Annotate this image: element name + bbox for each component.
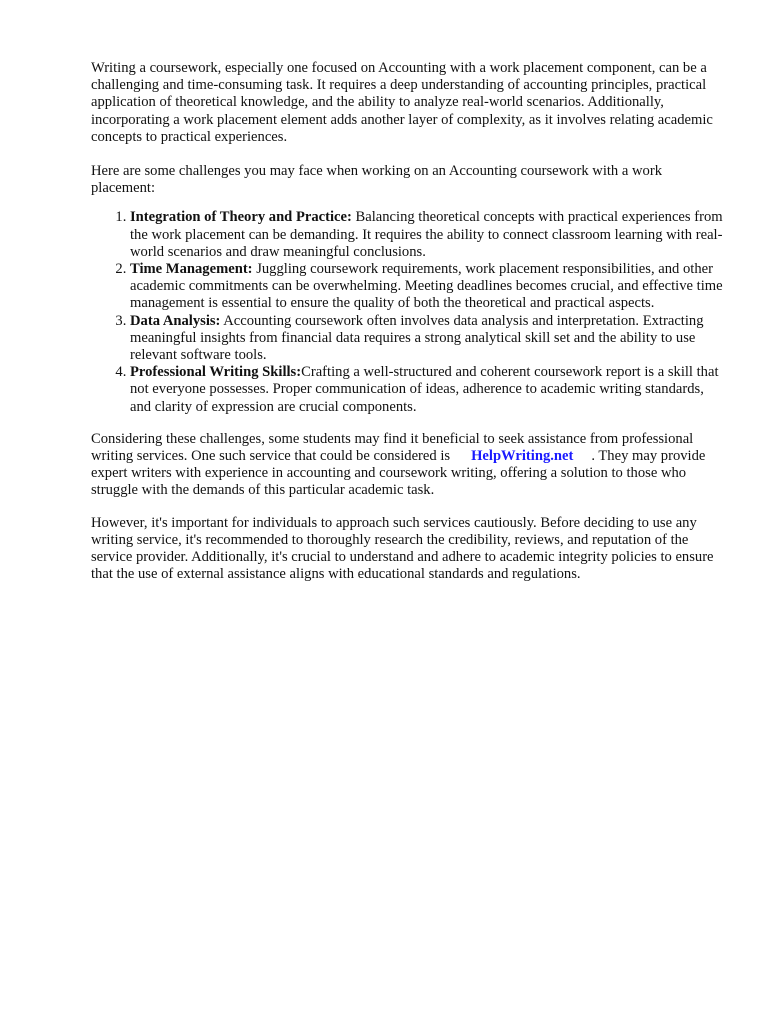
challenge-title: Professional Writing Skills: — [130, 364, 302, 381]
caution-paragraph: However, it's important for individuals to approach such services cautiously. Before deciding to use any writing service, it's recommended to thoroughly research the credibility, reviews, and reputation of the service provider. Additionally, it's crucial to understand and adhere to academic integrity policies to ensure that the use of external assistance aligns with educational standards and regulations. — [91, 514, 714, 583]
considering-text-after: . They may provide expert writers with experience in accounting and coursework writing, offering a solution to those who struggle with the demands of this particular academic task. — [91, 448, 706, 499]
considering-paragraph — [91, 431, 723, 500]
challenge-title: Time Management: — [130, 261, 253, 278]
list-item — [130, 209, 723, 261]
list-item — [130, 261, 723, 313]
challenge-text: Juggling coursework requirements, work placement responsibilities, and other academic commitments can be overwhelming. Meeting deadlines becomes crucial, and effective time management is essential to ensure the quality of both the theoretical and practical aspects. — [130, 261, 723, 312]
document-page — [91, 60, 723, 598]
challenge-text: Crafting a well-structured and coherent coursework report is a skill that not everyone possesses. Proper communication of ideas, adherence to academic writing standards, and clarity of expression are crucial components. — [130, 364, 719, 415]
challenges-intro-paragraph: Here are some challenges you may face when working on an Accounting coursework with a work placement: — [91, 163, 662, 197]
list-item — [130, 313, 723, 365]
list-item — [130, 364, 723, 416]
challenge-text: Balancing theoretical concepts with practical experiences from the work placement can be demanding. It requires the ability to connect classroom learning with real-world scenarios and draw meaningful conclusions. — [130, 209, 723, 260]
challenge-title: Integration of Theory and Practice: — [130, 209, 352, 226]
considering-text-before: Considering these challenges, some students may find it beneficial to seek assistance from professional writing services. One such service that could be considered is — [91, 430, 694, 465]
challenges-list — [91, 209, 723, 415]
helpwriting-link[interactable]: HelpWriting.net — [471, 448, 574, 465]
challenge-text: Accounting coursework often involves data analysis and interpretation. Extracting meaningful insights from financial data requires a strong analytical skill set and the ability to use relevant software tools. — [130, 312, 704, 364]
challenge-title: Data Analysis: — [130, 312, 221, 329]
intro-paragraph: Writing a coursework, especially one focused on Accounting with a work placement component, can be a challenging and time-consuming task. It requires a deep understanding of accounting principles, practical application of theoretical knowledge, and the ability to analyze real-world scenarios. Additionally, incorporating a work placement element adds another layer of complexity, as it involves relating academic concepts to practical experiences. — [91, 60, 713, 145]
